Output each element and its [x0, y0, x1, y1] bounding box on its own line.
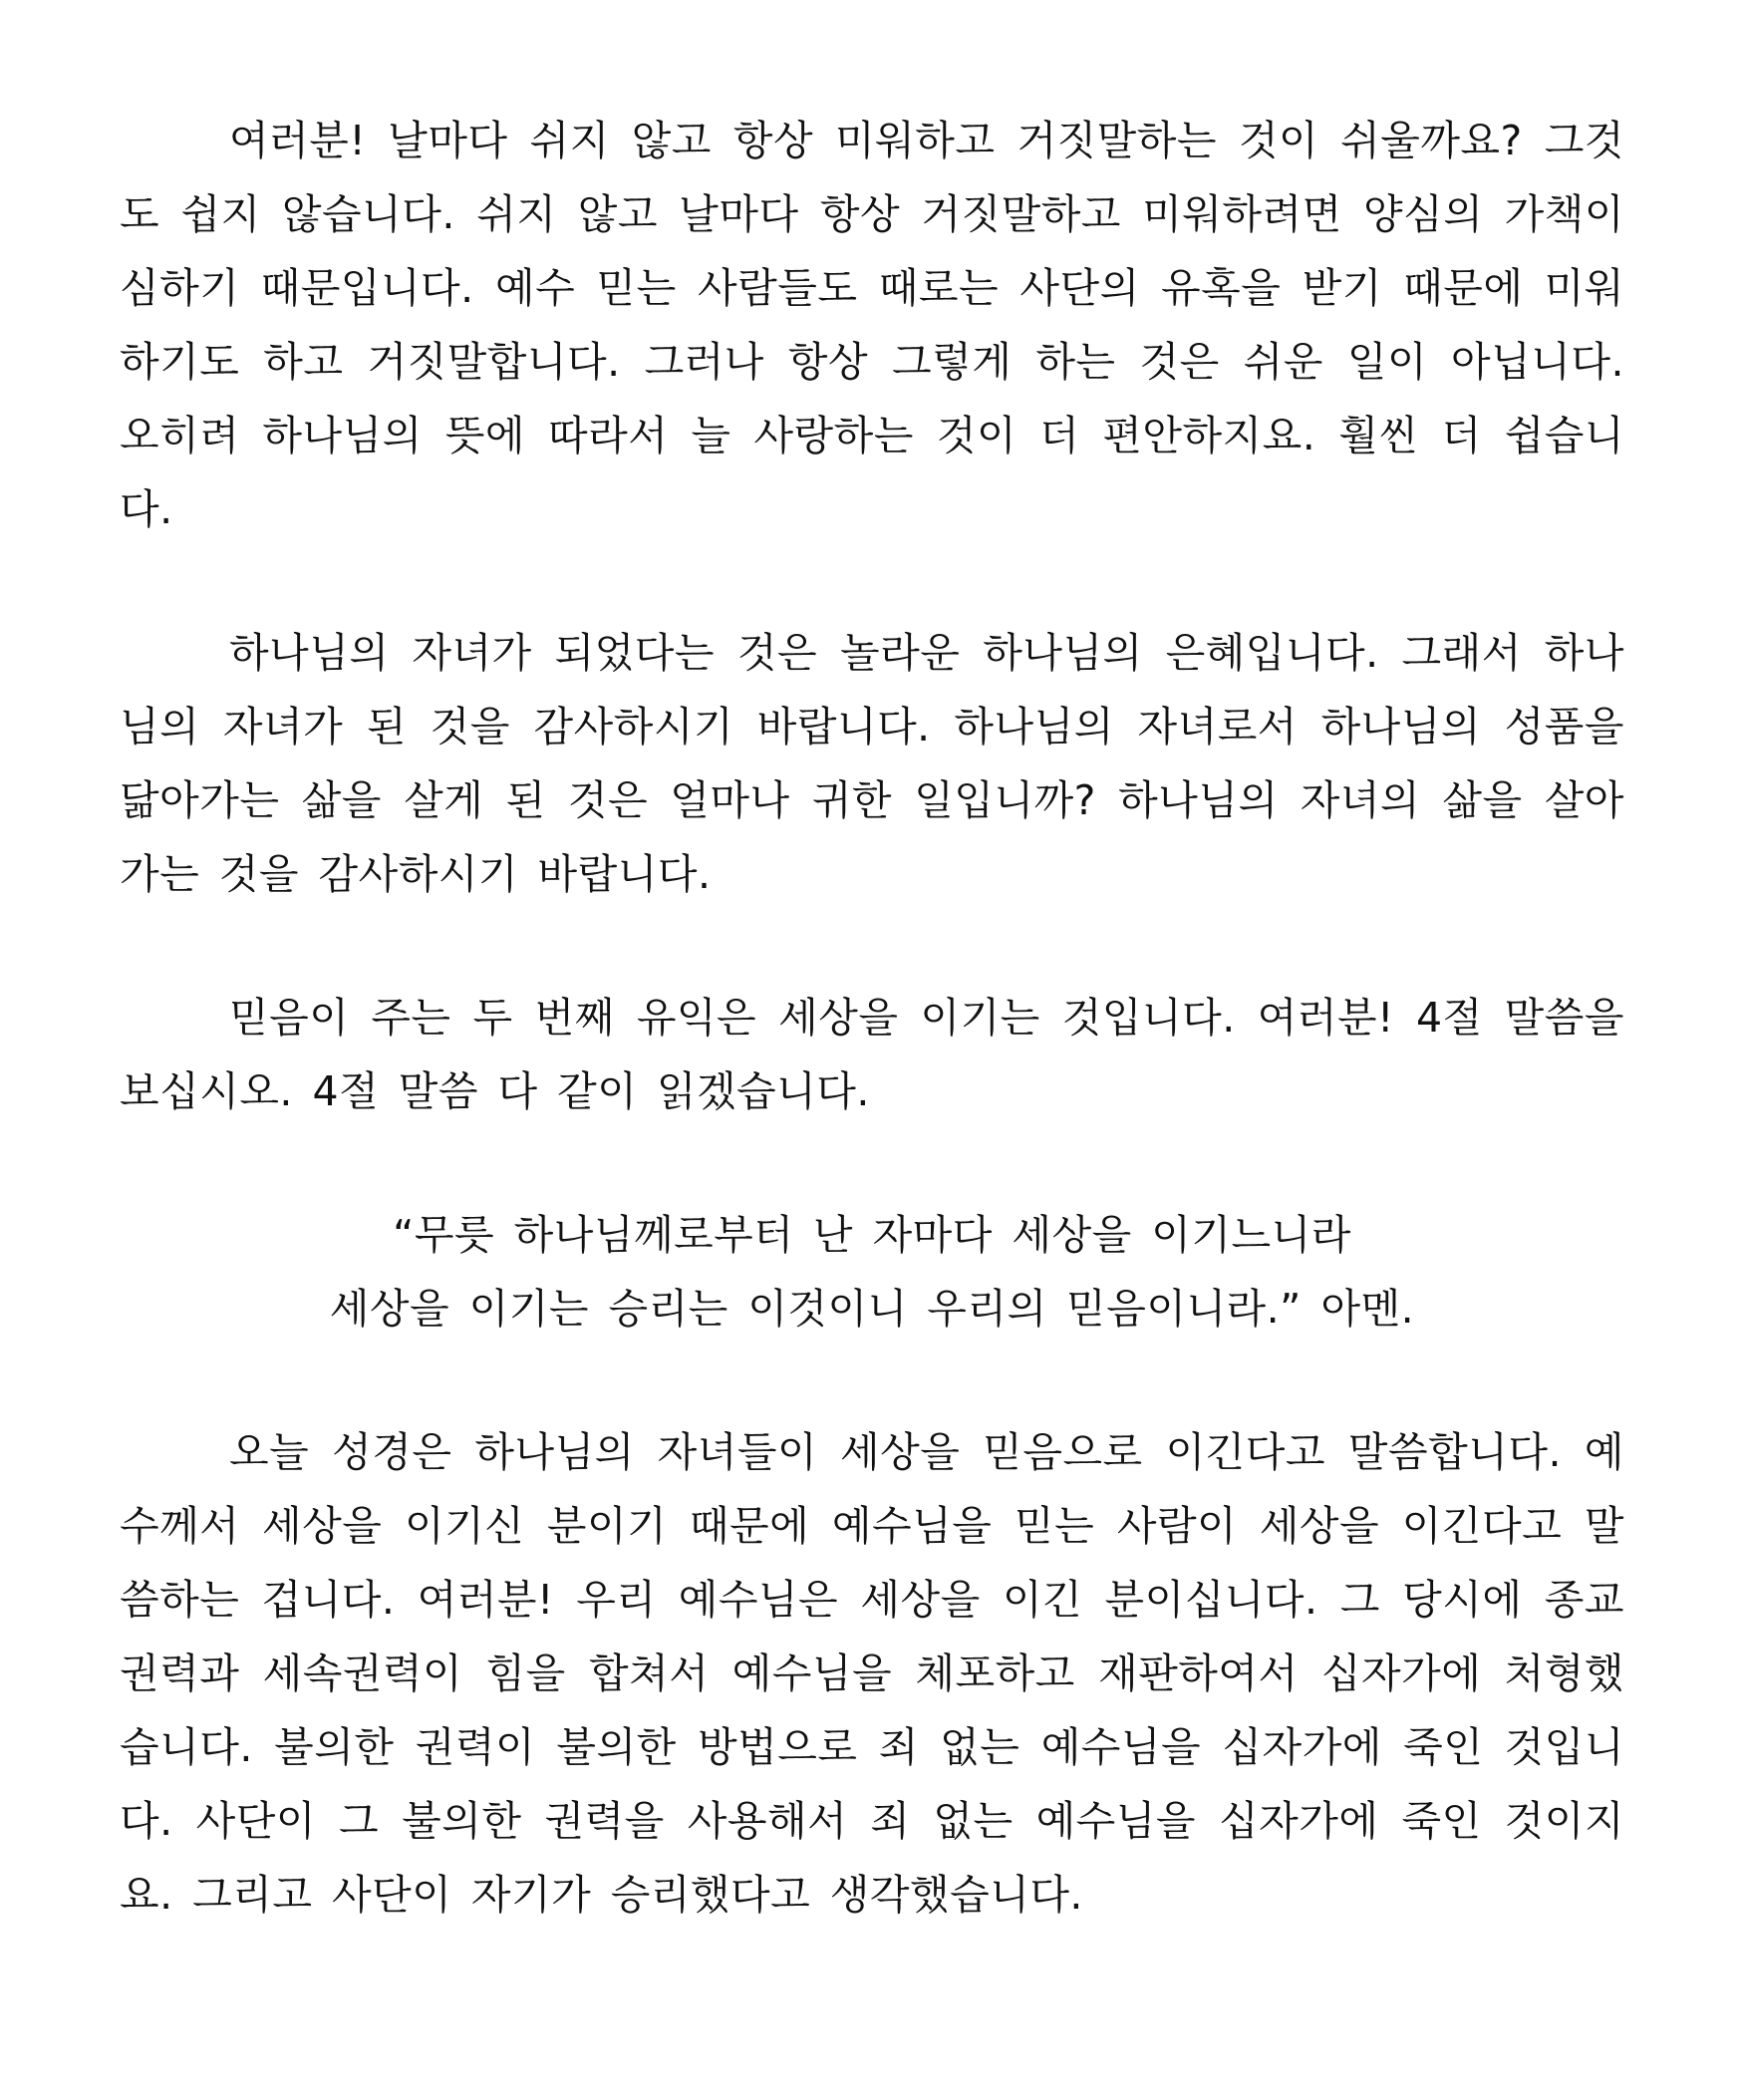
- paragraph-gap: [120, 1346, 1624, 1415]
- paragraph-second-benefit: 믿음이 주는 두 번째 유익은 세상을 이기는 것입니다. 여러분! 4절 말씀을 보십시오. 4절 말씀 다 같이 읽겠습니다.: [120, 994, 1624, 1115]
- paragraph-children-of-god: 하나님의 자녀가 되었다는 것은 놀라운 하나님의 은혜입니다. 그래서 하나님의 자녀가 된 것을 감사하시기 바랍니다. 하나님의 자녀로서 하나님의 성품을 닮아가는 삶을 살게 된 것은 얼마나 귀한 일입니까? 하나님의 자녀의 삶을 살아가는 것을 감사하시기 바랍니다.: [120, 629, 1624, 898]
- document-page: [120, 104, 1624, 1932]
- paragraph-hate-and-lies: 여러분! 날마다 쉬지 않고 항상 미워하고 거짓말하는 것이 쉬울까요? 그것도 쉽지 않습니다. 쉬지 않고 날마다 항상 거짓말하고 미워하려면 양심의 가책이 심하기 때문입니다. 예수 믿는 사람들도 때로는 사단의 유혹을 받기 때문에 미워하기도 하고 거짓말합니다. 그러나 항상 그렇게 하는 것은 쉬운 일이 아닙니다. 오히려 하나님의 뜻에 따라서 늘 사랑하는 것이 더 편안하지요. 훨씬 더 쉽습니다.: [120, 117, 1624, 533]
- scripture-quote-line-2: 세상을 이기는 승리는 이것이니 우리의 믿음이니라.” 아멘.: [329, 1285, 1415, 1333]
- paragraph-overcoming-world: 오늘 성경은 하나님의 자녀들이 세상을 믿음으로 이긴다고 말씀합니다. 예수께서 세상을 이기신 분이기 때문에 예수님을 믿는 사람이 세상을 이긴다고 말씀하는 겁니다. 여러분! 우리 예수님은 세상을 이긴 분이십니다. 그 당시에 종교권력과 세속권력이 힘을 합쳐서 예수님을 체포하고 재판하여서 십자가에 처형했습니다. 불의한 권력이 불의한 방법으로 죄 없는 예수님을 십자가에 죽인 것입니다. 사단이 그 불의한 권력을 사용해서 죄 없는 예수님을 십자가에 죽인 것이지요. 그리고 사단이 자기가 승리했다고 생각했습니다.: [120, 1428, 1624, 1919]
- paragraph-gap: [120, 911, 1624, 981]
- scripture-quote: [120, 1198, 1624, 1346]
- paragraph-gap: [120, 546, 1624, 616]
- paragraph-gap: [120, 1128, 1624, 1198]
- scripture-quote-line-1: “무릇 하나님께로부터 난 자마다 세상을 이기느니라: [393, 1211, 1351, 1259]
